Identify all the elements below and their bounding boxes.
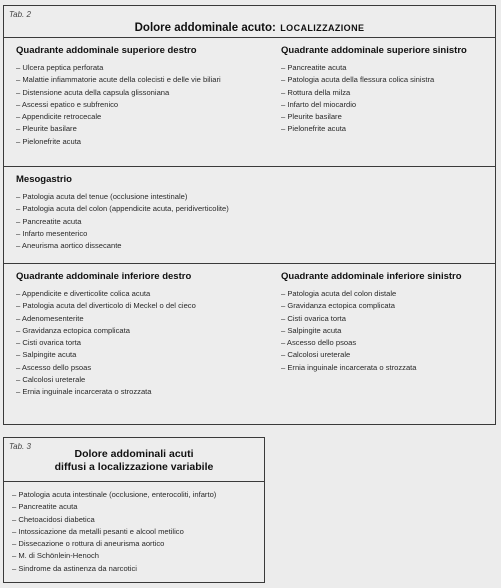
list-item: – Pleurite basilare [281,111,467,123]
table-3-title-line-2: diffusi a localizzazione variabile [54,461,214,473]
cause-list [281,288,462,374]
list-item: – Pielonefrite acuta [16,136,221,148]
list-item: – Gravidanza ectopica complicata [16,325,196,337]
section-title: Quadrante addominale superiore destro [16,45,197,56]
table-2 [3,5,496,425]
list-item: – Chetoacidosi diabetica [12,514,216,526]
list-item: – Calcolosi ureterale [16,374,196,386]
list-item: – Aneurisma aortico dissecante [16,240,229,252]
cause-list [281,62,467,136]
list-item: – Salpingite acuta [16,349,196,361]
cause-list [16,62,221,148]
section-lower-right-quadrant [16,271,196,399]
list-item: – Appendicite e diverticolite colica acuta [16,288,196,300]
list-item: – Pancreatite acuta [16,216,229,228]
list-item: – Patologia acuta della flessura colica sinistra [281,74,467,86]
list-item: – Patologia acuta del colon distale [281,288,462,300]
list-item: – Ascessi epatico e subfrenico [16,99,221,111]
list-item: – Ascesso dello psoas [16,362,196,374]
table-2-title-main: Dolore addominale acuto: [134,22,276,34]
cause-list [16,191,229,252]
list-item: – Cisti ovarica torta [281,313,462,325]
list-item: – Patologia acuta del colon (appendicite acuta, peridiverticolite) [16,203,229,215]
list-item: – Dissecazione o rottura di aneurisma aortico [12,538,216,550]
list-item: – Infarto mesenterico [16,228,229,240]
list-item: – Infarto del miocardio [281,99,467,111]
table-3 [3,437,265,583]
table-2-title [4,18,495,36]
list-item: – Calcolosi ureterale [281,349,462,361]
section-upper-right-quadrant [16,45,221,148]
list-item: – Sindrome da astinenza da narcotici [12,563,216,575]
title-divider [4,37,495,38]
list-item: – Pancreatite acuta [281,62,467,74]
cause-list [12,489,216,575]
section-diffuse-causes [12,489,216,575]
table-3-title [4,448,264,474]
table-3-title-line-1: Dolore addominali acuti [74,448,194,460]
table-3-tab-label: Tab. 3 [9,442,31,451]
list-item: – Pancreatite acuta [12,501,216,513]
section-divider [4,263,495,264]
list-item: – Ernia inguinale incarcerata o strozzata [281,362,462,374]
list-item: – Distensione acuta della capsula glissoniana [16,87,221,99]
list-item: – Salpingite acuta [281,325,462,337]
table-2-tab-label: Tab. 2 [9,10,31,19]
section-title: Mesogastrio [16,174,72,185]
list-item: – Pleurite basilare [16,123,221,135]
list-item: – Ernia inguinale incarcerata o strozzata [16,386,196,398]
list-item: – M. di Schönlein-Henoch [12,550,216,562]
list-item: – Ulcera peptica perforata [16,62,221,74]
list-item: – Pielonefrite acuta [281,123,467,135]
list-item: – Ascesso dello psoas [281,337,462,349]
section-title: Quadrante addominale superiore sinistro [281,45,467,56]
section-mesogastrium [16,174,229,252]
list-item: – Intossicazione da metalli pesanti e alcool metilico [12,526,216,538]
table-2-title-sub: LOCALIZZAZIONE [280,23,365,33]
list-item: – Cisti ovarica torta [16,337,196,349]
list-item: – Patologia acuta del diverticolo di Meckel o del cieco [16,300,196,312]
section-title: Quadrante addominale inferiore sinistro [281,271,462,282]
section-divider [4,166,495,167]
list-item: – Patologia acuta intestinale (occlusione, enterocoliti, infarto) [12,489,216,501]
title-divider [4,481,264,482]
list-item: – Appendicite retrocecale [16,111,221,123]
section-title: Quadrante addominale inferiore destro [16,271,192,282]
list-item: – Adenomesenterite [16,313,196,325]
list-item: – Rottura della milza [281,87,467,99]
section-upper-left-quadrant [281,45,467,136]
list-item: – Patologia acuta del tenue (occlusione intestinale) [16,191,229,203]
list-item: – Malattie infiammatorie acute della colecisti e delle vie biliari [16,74,221,86]
section-lower-left-quadrant [281,271,462,374]
list-item: – Gravidanza ectopica complicata [281,300,462,312]
cause-list [16,288,196,399]
